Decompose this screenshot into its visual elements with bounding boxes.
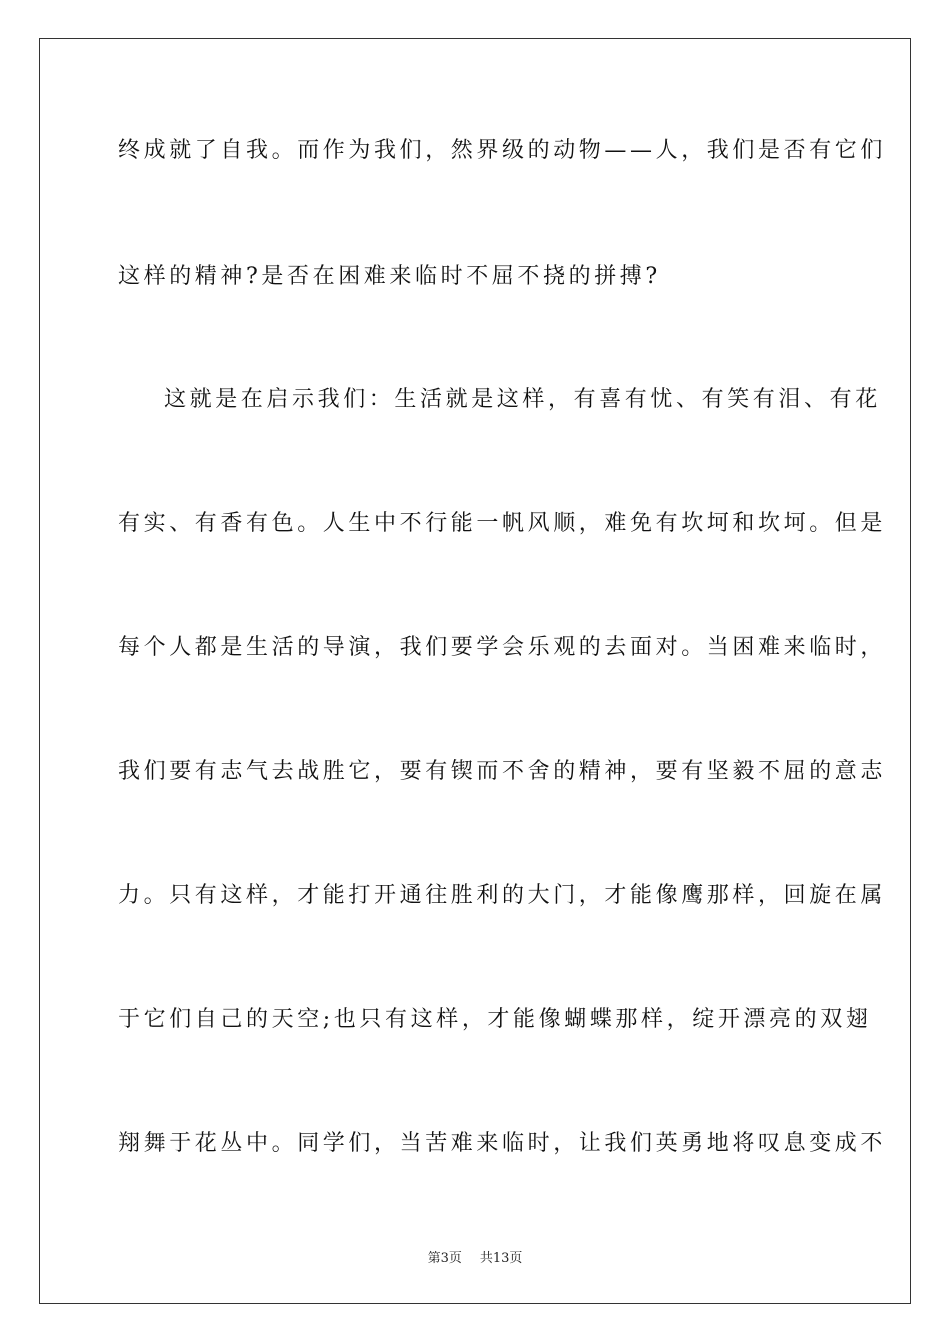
paragraph-line-6: 我们要有志气去战胜它，要有锲而不舍的精神，要有坚毅不屈的意志	[118, 759, 887, 784]
paragraph-line-7: 力。只有这样，才能打开通往胜利的大门，才能像鹰那样，回旋在属	[118, 883, 887, 908]
page-footer	[0, 1250, 950, 1268]
paragraph-line-8: 于它们自己的天空;也只有这样，才能像蝴蝶那样，绽开漂亮的双翅	[118, 1007, 872, 1032]
paragraph-line-2: 这样的精神?是否在困难来临时不屈不挠的拼搏?	[118, 264, 661, 289]
page-number: 第3页	[427, 1251, 462, 1266]
paragraph-line-3: 这就是在启示我们：生活就是这样，有喜有忧、有笑有泪、有花	[164, 387, 881, 412]
paragraph-line-1: 终成就了自我。而作为我们，然界级的动物——人，我们是否有它们	[118, 138, 887, 163]
page-total: 共13页	[479, 1251, 523, 1266]
paragraph-line-4: 有实、有香有色。人生中不行能一帆风顺，难免有坎坷和坎坷。但是	[118, 511, 887, 536]
paragraph-line-9: 翔舞于花丛中。同学们，当苦难来临时，让我们英勇地将叹息变成不	[118, 1131, 887, 1156]
page-border	[39, 38, 911, 1304]
paragraph-line-5: 每个人都是生活的导演，我们要学会乐观的去面对。当困难来临时，	[118, 635, 887, 660]
